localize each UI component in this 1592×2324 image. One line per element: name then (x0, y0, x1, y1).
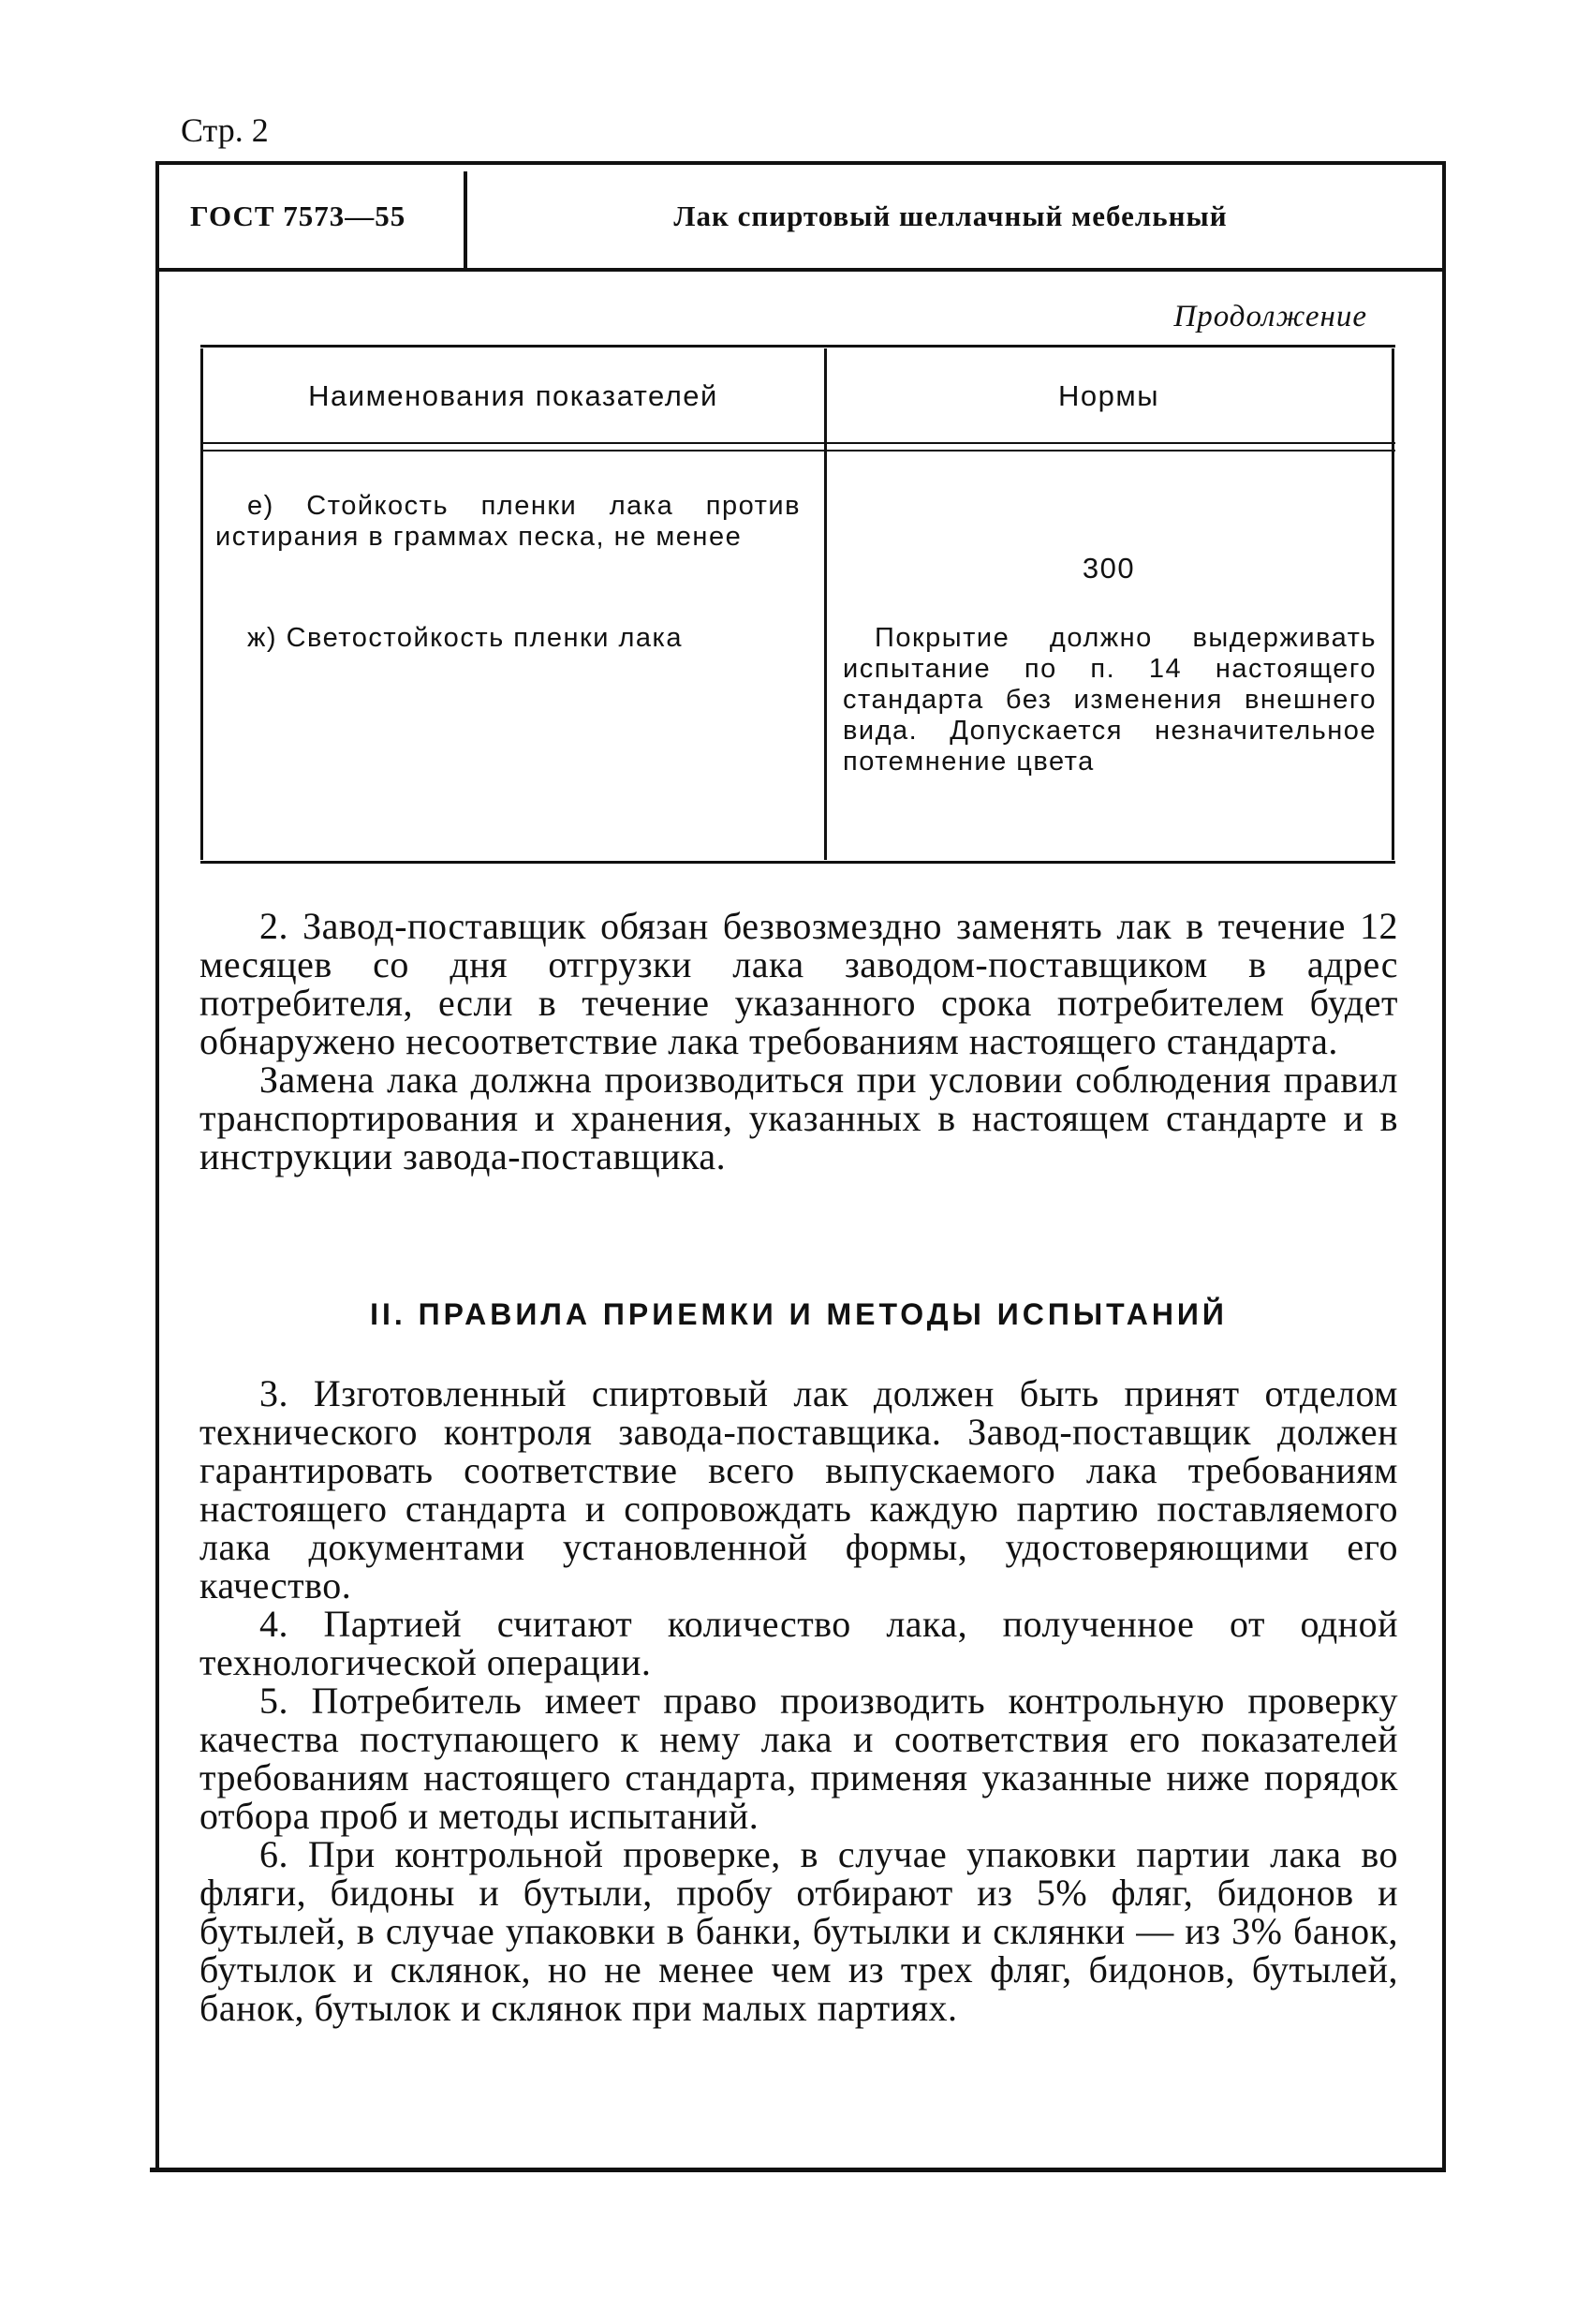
page-number: Стр. 2 (181, 111, 269, 149)
body-text-before-heading (199, 907, 1398, 1176)
section-heading: II. ПРАВИЛА ПРИЕМКИ И МЕТОДЫ ИСПЫТАНИЙ (370, 1297, 1228, 1331)
table-column-divider (824, 348, 827, 860)
paragraph-6: 6. При контрольной проверке, в случае упаковки партии лака во фляги, бидоны и бутыли, пробу отбирают из 5% фляг, бидонов и бутылей, в случае упаковки в банки, бутылки и склянки — из 3% банок, бутылок и склянок, но не менее чем из трех фляг, бидонов, бутылей, банок, бутылок и склянок при малых партиях. (199, 1833, 1398, 2029)
specification-table (200, 345, 1395, 864)
paragraph-2: 2. Завод-поставщик обязан безвозмездно заменять лак в течение 12 месяцев со дня отгрузки лака заводом-поставщиком в адрес потребителя, если в течение указанного срока потребителем будет обнаружено несоответствие лака требованиям настоящего стандарта. (199, 905, 1398, 1062)
table-header-rule-second (200, 450, 1395, 451)
table-continuation-label: Продолжение (1173, 300, 1367, 333)
table-row-abrasion-value: 300 (1082, 552, 1136, 585)
header-divider (464, 171, 467, 268)
table-header-rule (200, 442, 1395, 444)
bottom-rule (150, 2168, 1446, 2172)
table-row-lightfastness-value: Покрытие должно выдерживать испытание по п. 14 настоящего стандарта без изменения внешнего вида. Допускается незначительное потемнение цвета (843, 623, 1377, 777)
paragraph-replacement: Замена лака должна производиться при условии соблюдения правил транспортирования и хранения, указанных в настоящем стандарте и в инструкции завода-поставщика. (199, 1058, 1398, 1177)
table-border-left (200, 348, 203, 860)
table-border-right (1392, 348, 1394, 860)
document-title: Лак спиртовый шеллачный мебельный (673, 200, 1228, 232)
paragraph-5: 5. Потребитель имеет право производить контрольную проверку качества поступающего к нему лака и соответствия его показателей требованиям настоящего стандарта, применяя указанные ниже порядок отбора проб и методы испытаний. (199, 1680, 1398, 1837)
table-row-abrasion-name: е) Стойкость пленки лака против истирания в граммах песка, не менее (215, 491, 801, 552)
table-header-indicator-name: Наименования показателей (308, 379, 718, 412)
paragraph-4: 4. Партией считают количество лака, полученное от одной технологической операции. (199, 1603, 1398, 1683)
table-header-norms: Нормы (1058, 379, 1159, 412)
paragraph-3: 3. Изготовленный спиртовый лак должен быть принят отделом технического контроля завода-поставщика. Завод-поставщик должен гарантировать соответствие всего выпускаемого лака требованиям настоящего стандарта и сопровождать каждую партию поставляемого лака документами установленной формы, удостоверяющими его качество. (199, 1372, 1398, 1606)
body-text-after-heading (199, 1374, 1398, 2027)
table-row-lightfastness-name: ж) Светостойкость пленки лака (247, 623, 683, 653)
gost-code: ГОСТ 7573—55 (190, 200, 406, 232)
header-rule (155, 268, 1446, 272)
